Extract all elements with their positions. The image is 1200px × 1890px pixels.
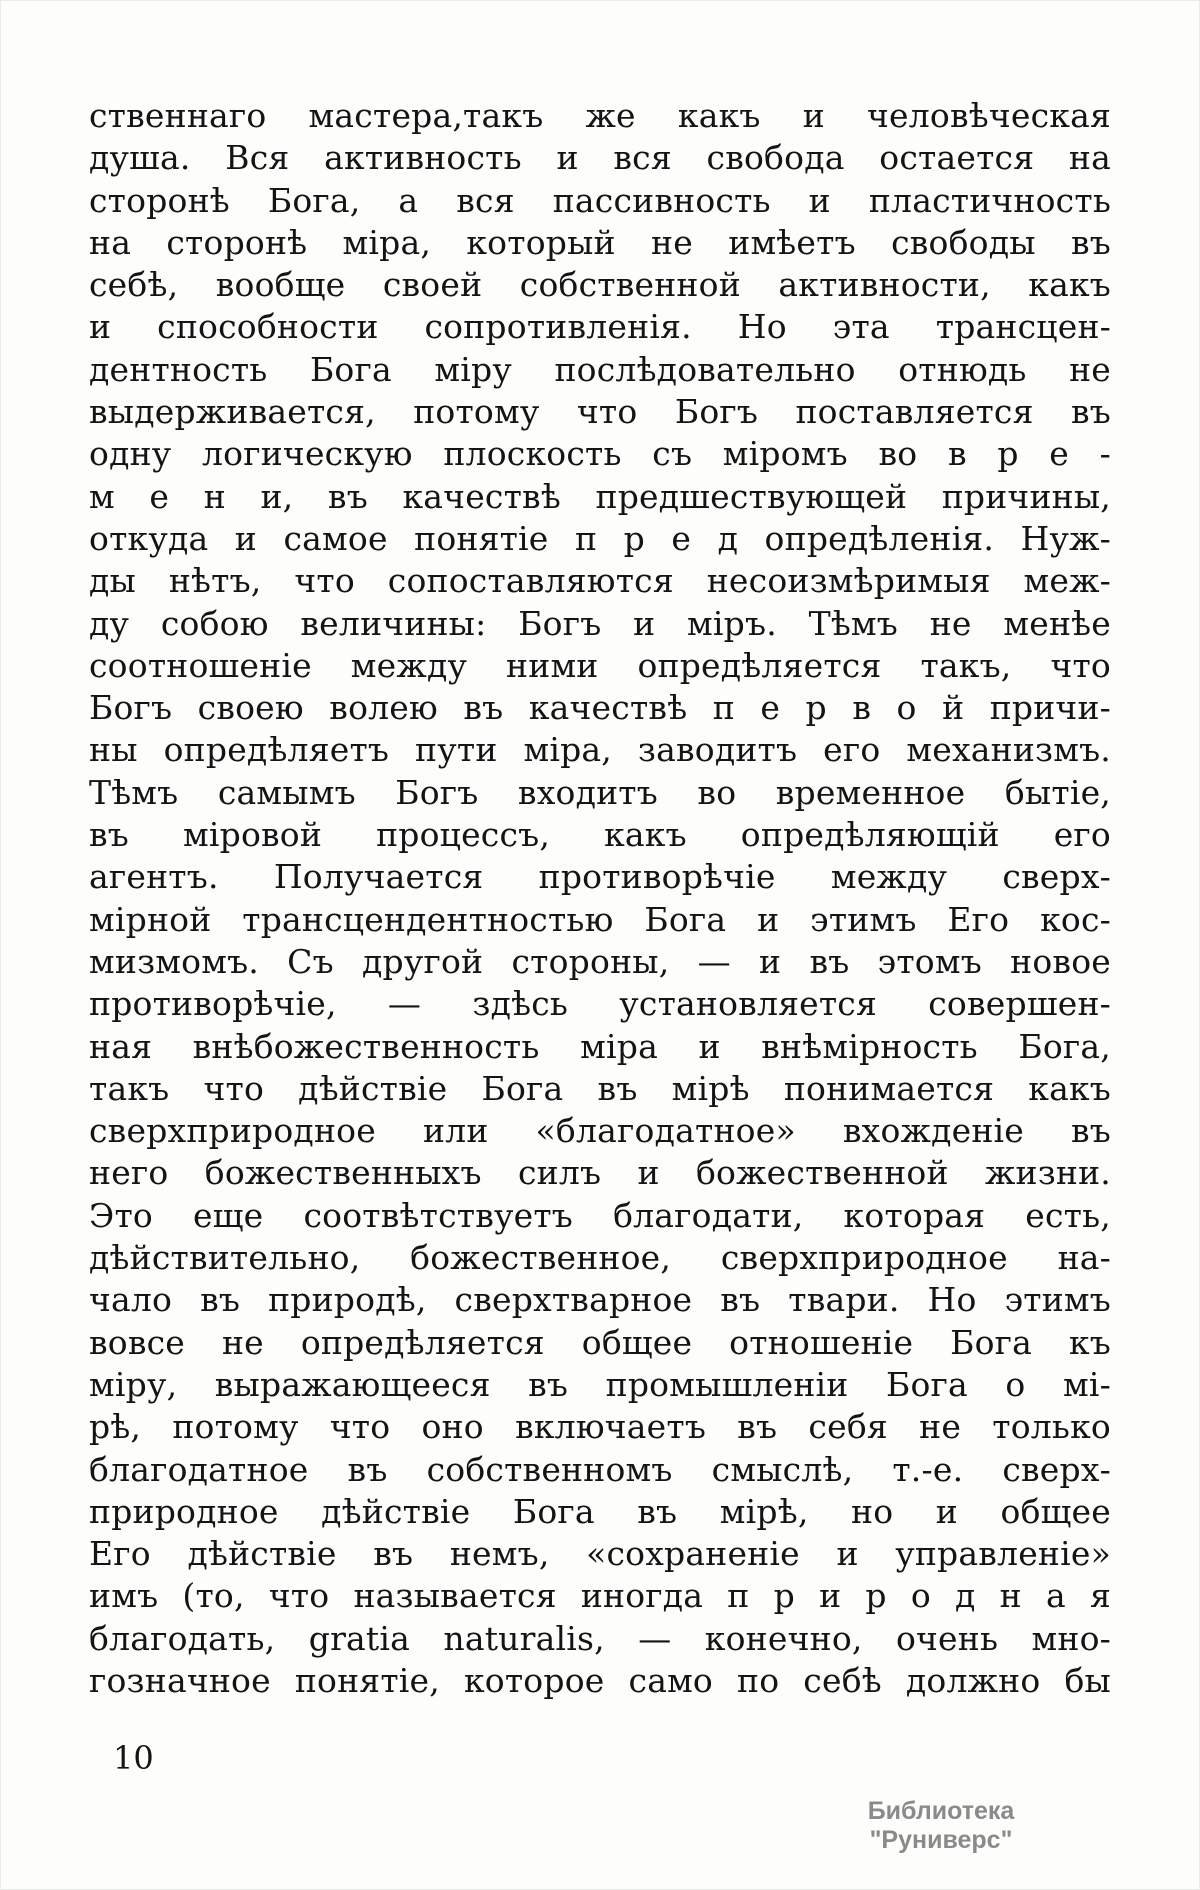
- text-line: мірной трансцендентностью Бога и этимъ Его кос-: [89, 899, 1111, 939]
- text-line: благодатное въ собственномъ смыслѣ, т.-е. сверх-: [89, 1449, 1111, 1489]
- text-line: агентъ. Получается противорѣчіе между сверх-: [89, 857, 1111, 897]
- text-line: ду собою величины: Богъ и міръ. Тѣмъ не менѣе: [89, 603, 1111, 643]
- watermark: Библиотека "Руниверс": [867, 1797, 1015, 1854]
- text-line: дентность Бога міру послѣдовательно отнюдь не: [89, 349, 1111, 389]
- text-line: на сторонѣ міра, который не имѣетъ свободы въ: [89, 222, 1111, 262]
- text-line: ны опредѣляетъ пути міра, заводитъ его механизмъ.: [89, 730, 1111, 770]
- text-line: рѣ, потому что оно включаетъ въ себя не только: [89, 1407, 1111, 1447]
- text-line: Его дѣйствіе въ немъ, «сохраненіе и управленіе»: [89, 1534, 1111, 1574]
- text-line: имъ (то, что называется иногда п р и р о д н а я: [89, 1576, 1111, 1616]
- text-line: него божественныхъ силъ и божественной жизни.: [89, 1153, 1111, 1193]
- text-line: сторонѣ Бога, а вся пассивность и пластичность: [89, 180, 1111, 220]
- text-line: и способности сопротивленія. Но эта трансцен-: [89, 307, 1111, 347]
- text-line: природное дѣйствіе Бога въ мірѣ, но и общее: [89, 1491, 1111, 1531]
- text-line: въ міровой процессъ, какъ опредѣляющій его: [89, 815, 1111, 855]
- text-line: соотношеніе между ними опредѣляется такъ, что: [89, 645, 1111, 685]
- text-line: благодать, gratia naturalis, — конечно, очень мно-: [89, 1618, 1111, 1658]
- text-line: сверхприродное или «благодатное» вхожденіе въ: [89, 1111, 1111, 1151]
- text-line: дѣйствительно, божественное, сверхприродное на-: [89, 1238, 1111, 1278]
- text-line: Тѣмъ самымъ Богъ входитъ во временное бытіе,: [89, 772, 1111, 812]
- text-lines: [89, 95, 1111, 1702]
- text-line: м е н и, въ качествѣ предшествующей причины,: [89, 476, 1111, 516]
- text-line: душа. Вся активность и вся свобода остается на: [89, 138, 1111, 178]
- text-line: ная внѣбожественность міра и внѣмірность Бога,: [89, 1026, 1111, 1066]
- text-line: ды нѣтъ, что сопоставляются несоизмѣримыя меж-: [89, 561, 1111, 601]
- text-line: одну логическую плоскость съ міромъ во в р е -: [89, 434, 1111, 474]
- text-line: такъ что дѣйствіе Бога въ мірѣ понимается какъ: [89, 1068, 1111, 1108]
- text-line: Это еще соотвѣтствуетъ благодати, которая есть,: [89, 1195, 1111, 1235]
- text-line: ственнаго мастера,такъ же какъ и человѣческая: [89, 96, 1111, 135]
- text-line: чало въ природѣ, сверхтварное въ твари. Но этимъ: [89, 1280, 1111, 1320]
- text-line: Богъ своею волею въ качествѣ п е р в о й причи-: [89, 688, 1111, 728]
- page-number: 10: [113, 1739, 154, 1777]
- text-line: себѣ, вообще своей собственной активности, какъ: [89, 265, 1111, 305]
- text-line: гозначное понятіе, которое само по себѣ должно бы: [89, 1660, 1111, 1700]
- text-line: мизмомъ. Съ другой стороны, — и въ этомъ новое: [89, 941, 1111, 981]
- text-line: вовсе не опредѣляется общее отношеніе Бога къ: [89, 1322, 1111, 1362]
- text-line: противорѣчіе, — здѣсь установляется совершен-: [89, 984, 1111, 1024]
- text-line: выдерживается, потому что Богъ поставляется въ: [89, 392, 1111, 432]
- text-line: откуда и самое понятіе п р е д опредѣленія. Нуж-: [89, 518, 1111, 558]
- text-line: міру, выражающееся въ промышленіи Бога о мі-: [89, 1364, 1111, 1404]
